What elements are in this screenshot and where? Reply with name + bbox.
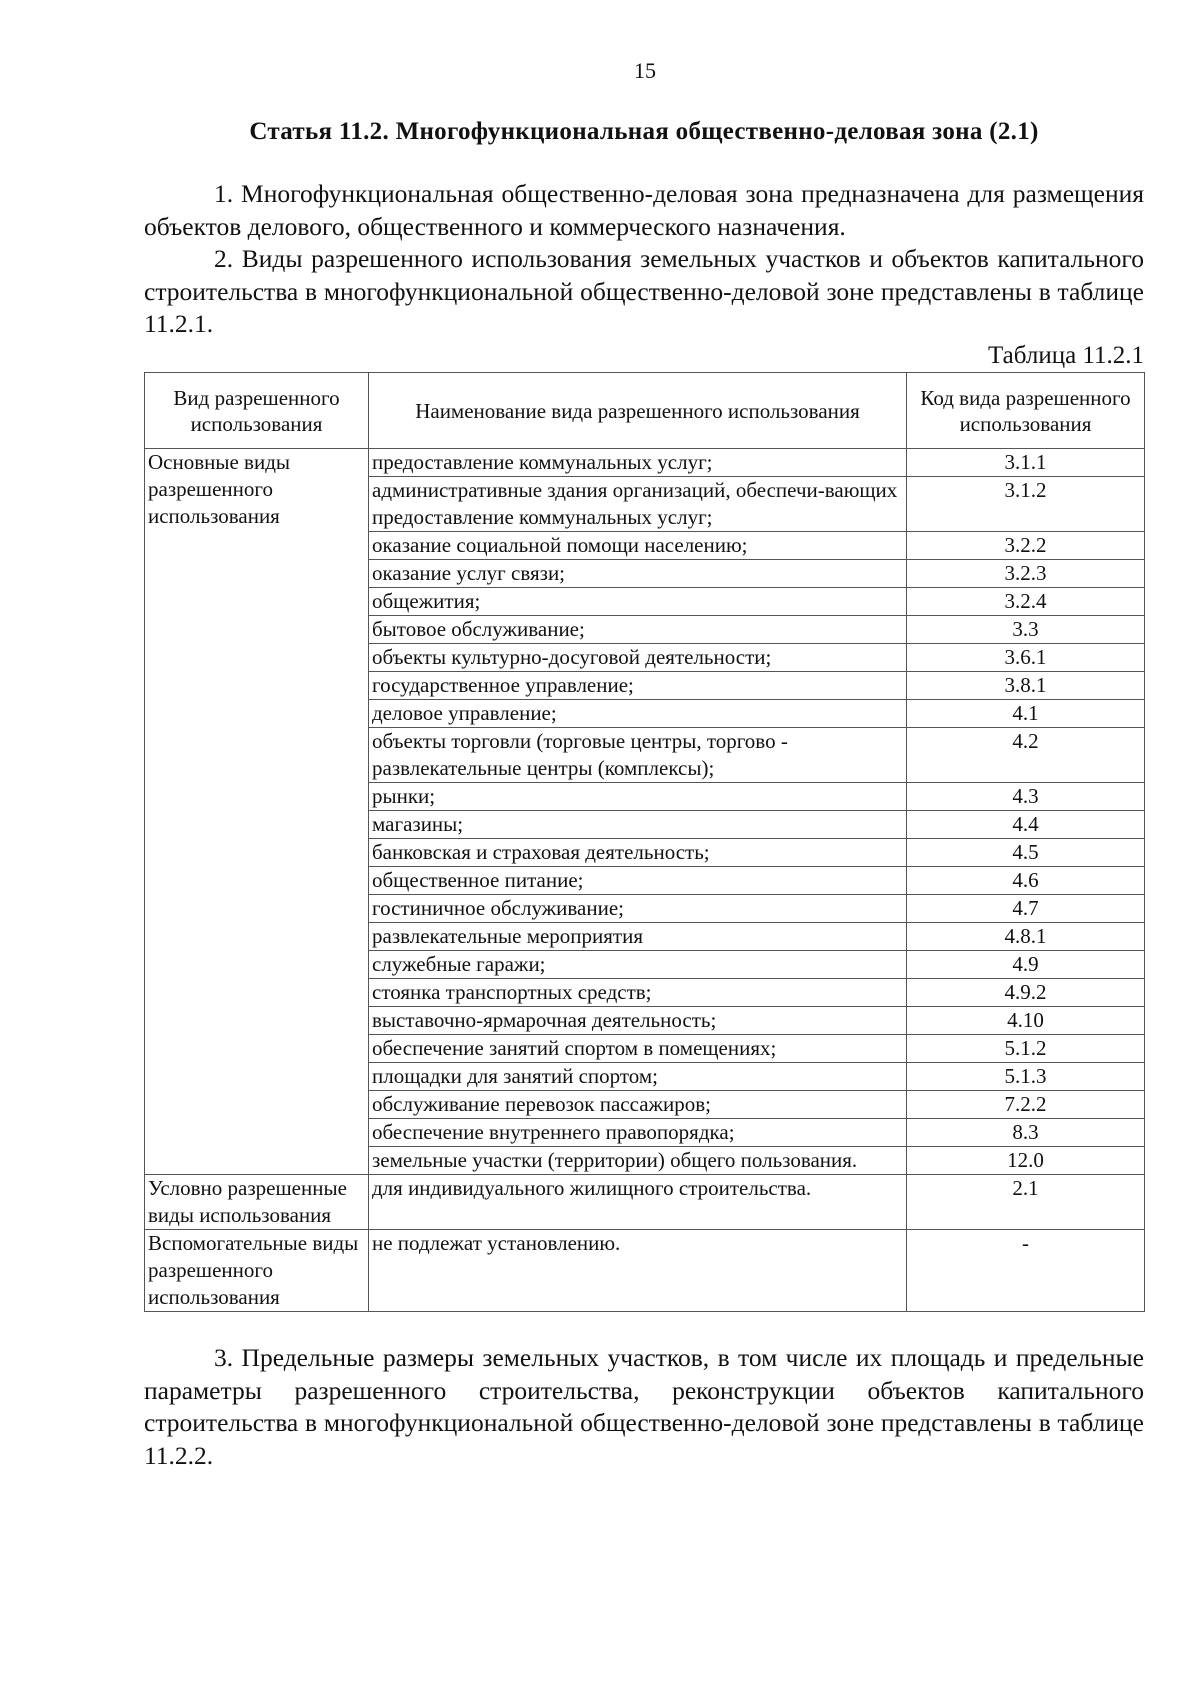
use-code-cell: 3.8.1 [907,672,1145,700]
table-caption: Таблица 11.2.1 [988,342,1144,369]
permitted-use-table [144,372,1145,1312]
use-name-cell: бытовое обслуживание; [369,616,907,644]
use-name-cell: объекты культурно-досуговой деятельности; [369,644,907,672]
table-row [145,1230,1145,1312]
use-name-cell: магазины; [369,811,907,839]
paragraph-3: 3. Предельные размеры земельных участков, в том числе их площадь и предельные параметры разрешенного строительства, реконструкции объектов капитального строительства в многофункциональной общественно-деловой зоне представлены в таблице 11.2.2. [144,1343,1144,1470]
use-name-cell: не подлежат установлению. [369,1230,907,1312]
use-name-cell: гостиничное обслуживание; [369,895,907,923]
article-heading: Статья 11.2. Многофункциональная общественно-деловая зона (2.1) [249,118,1039,145]
use-code-cell: 4.7 [907,895,1145,923]
use-code-cell: 4.5 [907,839,1145,867]
use-name-cell: общежития; [369,588,907,616]
use-name-cell: развлекательные мероприятия [369,923,907,951]
use-code-cell: 12.0 [907,1147,1145,1175]
page-number: 15 [634,58,656,83]
category-auxiliary: Вспомогательные виды разрешенного использования [145,1230,369,1312]
use-code-cell: 4.6 [907,867,1145,895]
use-code-cell: 4.9.2 [907,979,1145,1007]
use-code-cell: 3.6.1 [907,644,1145,672]
use-code-cell: 5.1.3 [907,1063,1145,1091]
use-name-cell: выставочно-ярмарочная деятельность; [369,1007,907,1035]
use-name-cell: обеспечение внутреннего правопорядка; [369,1119,907,1147]
use-code-cell: 5.1.2 [907,1035,1145,1063]
use-name-cell: стоянка транспортных средств; [369,979,907,1007]
use-name-cell: банковская и страховая деятельность; [369,839,907,867]
use-name-cell: служебные гаражи; [369,951,907,979]
use-code-cell: 2.1 [907,1175,1145,1230]
use-name-cell: рынки; [369,783,907,811]
header-code: Код вида разрешенного использования [907,373,1145,449]
use-code-cell: 4.8.1 [907,923,1145,951]
header-type: Вид разрешенного использования [145,373,369,449]
use-name-cell: деловое управление; [369,700,907,728]
use-code-cell: 3.1.2 [907,477,1145,532]
category-main: Основные виды разрешенного использования [145,449,369,1175]
use-name-cell: обслуживание перевозок пассажиров; [369,1091,907,1119]
use-code-cell: 7.2.2 [907,1091,1145,1119]
use-code-cell: 4.3 [907,783,1145,811]
use-code-cell: 4.4 [907,811,1145,839]
use-code-cell: - [907,1230,1145,1312]
paragraph-2: 2. Виды разрешенного использования земельных участков и объектов капитального строительства в многофункциональной общественно-деловой зоне представлены в таблице 11.2.1. [144,244,1144,338]
use-name-cell: обеспечение занятий спортом в помещениях; [369,1035,907,1063]
use-name-cell: для индивидуального жилищного строительства. [369,1175,907,1230]
paragraph-1: 1. Многофункциональная общественно-деловая зона предназначена для размещения объектов делового, общественного и коммерческого назначения. [144,179,1144,241]
use-code-cell: 3.2.2 [907,532,1145,560]
use-code-cell: 3.2.4 [907,588,1145,616]
use-code-cell: 3.1.1 [907,449,1145,477]
use-code-cell: 3.3 [907,616,1145,644]
category-conditional: Условно разрешенные виды использования [145,1175,369,1230]
use-name-cell: общественное питание; [369,867,907,895]
use-name-cell: административные здания организаций, обеспечи-вающих предоставление коммунальных услуг; [369,477,907,532]
use-code-cell: 4.1 [907,700,1145,728]
use-code-cell: 4.10 [907,1007,1145,1035]
use-name-cell: земельные участки (территории) общего пользования. [369,1147,907,1175]
use-code-cell: 4.9 [907,951,1145,979]
table-body [145,449,1145,1312]
use-code-cell: 4.2 [907,728,1145,783]
use-name-cell: объекты торговли (торговые центры, торгово - развлекательные центры (комплексы); [369,728,907,783]
use-name-cell: площадки для занятий спортом; [369,1063,907,1091]
table-header-row [145,373,1145,449]
header-name: Наименование вида разрешенного использования [369,373,907,449]
use-name-cell: оказание услуг связи; [369,560,907,588]
table-row [145,1175,1145,1230]
use-name-cell: государственное управление; [369,672,907,700]
use-name-cell: предоставление коммунальных услуг; [369,449,907,477]
use-code-cell: 8.3 [907,1119,1145,1147]
use-name-cell: оказание социальной помощи населению; [369,532,907,560]
table-row [145,449,1145,477]
use-code-cell: 3.2.3 [907,560,1145,588]
